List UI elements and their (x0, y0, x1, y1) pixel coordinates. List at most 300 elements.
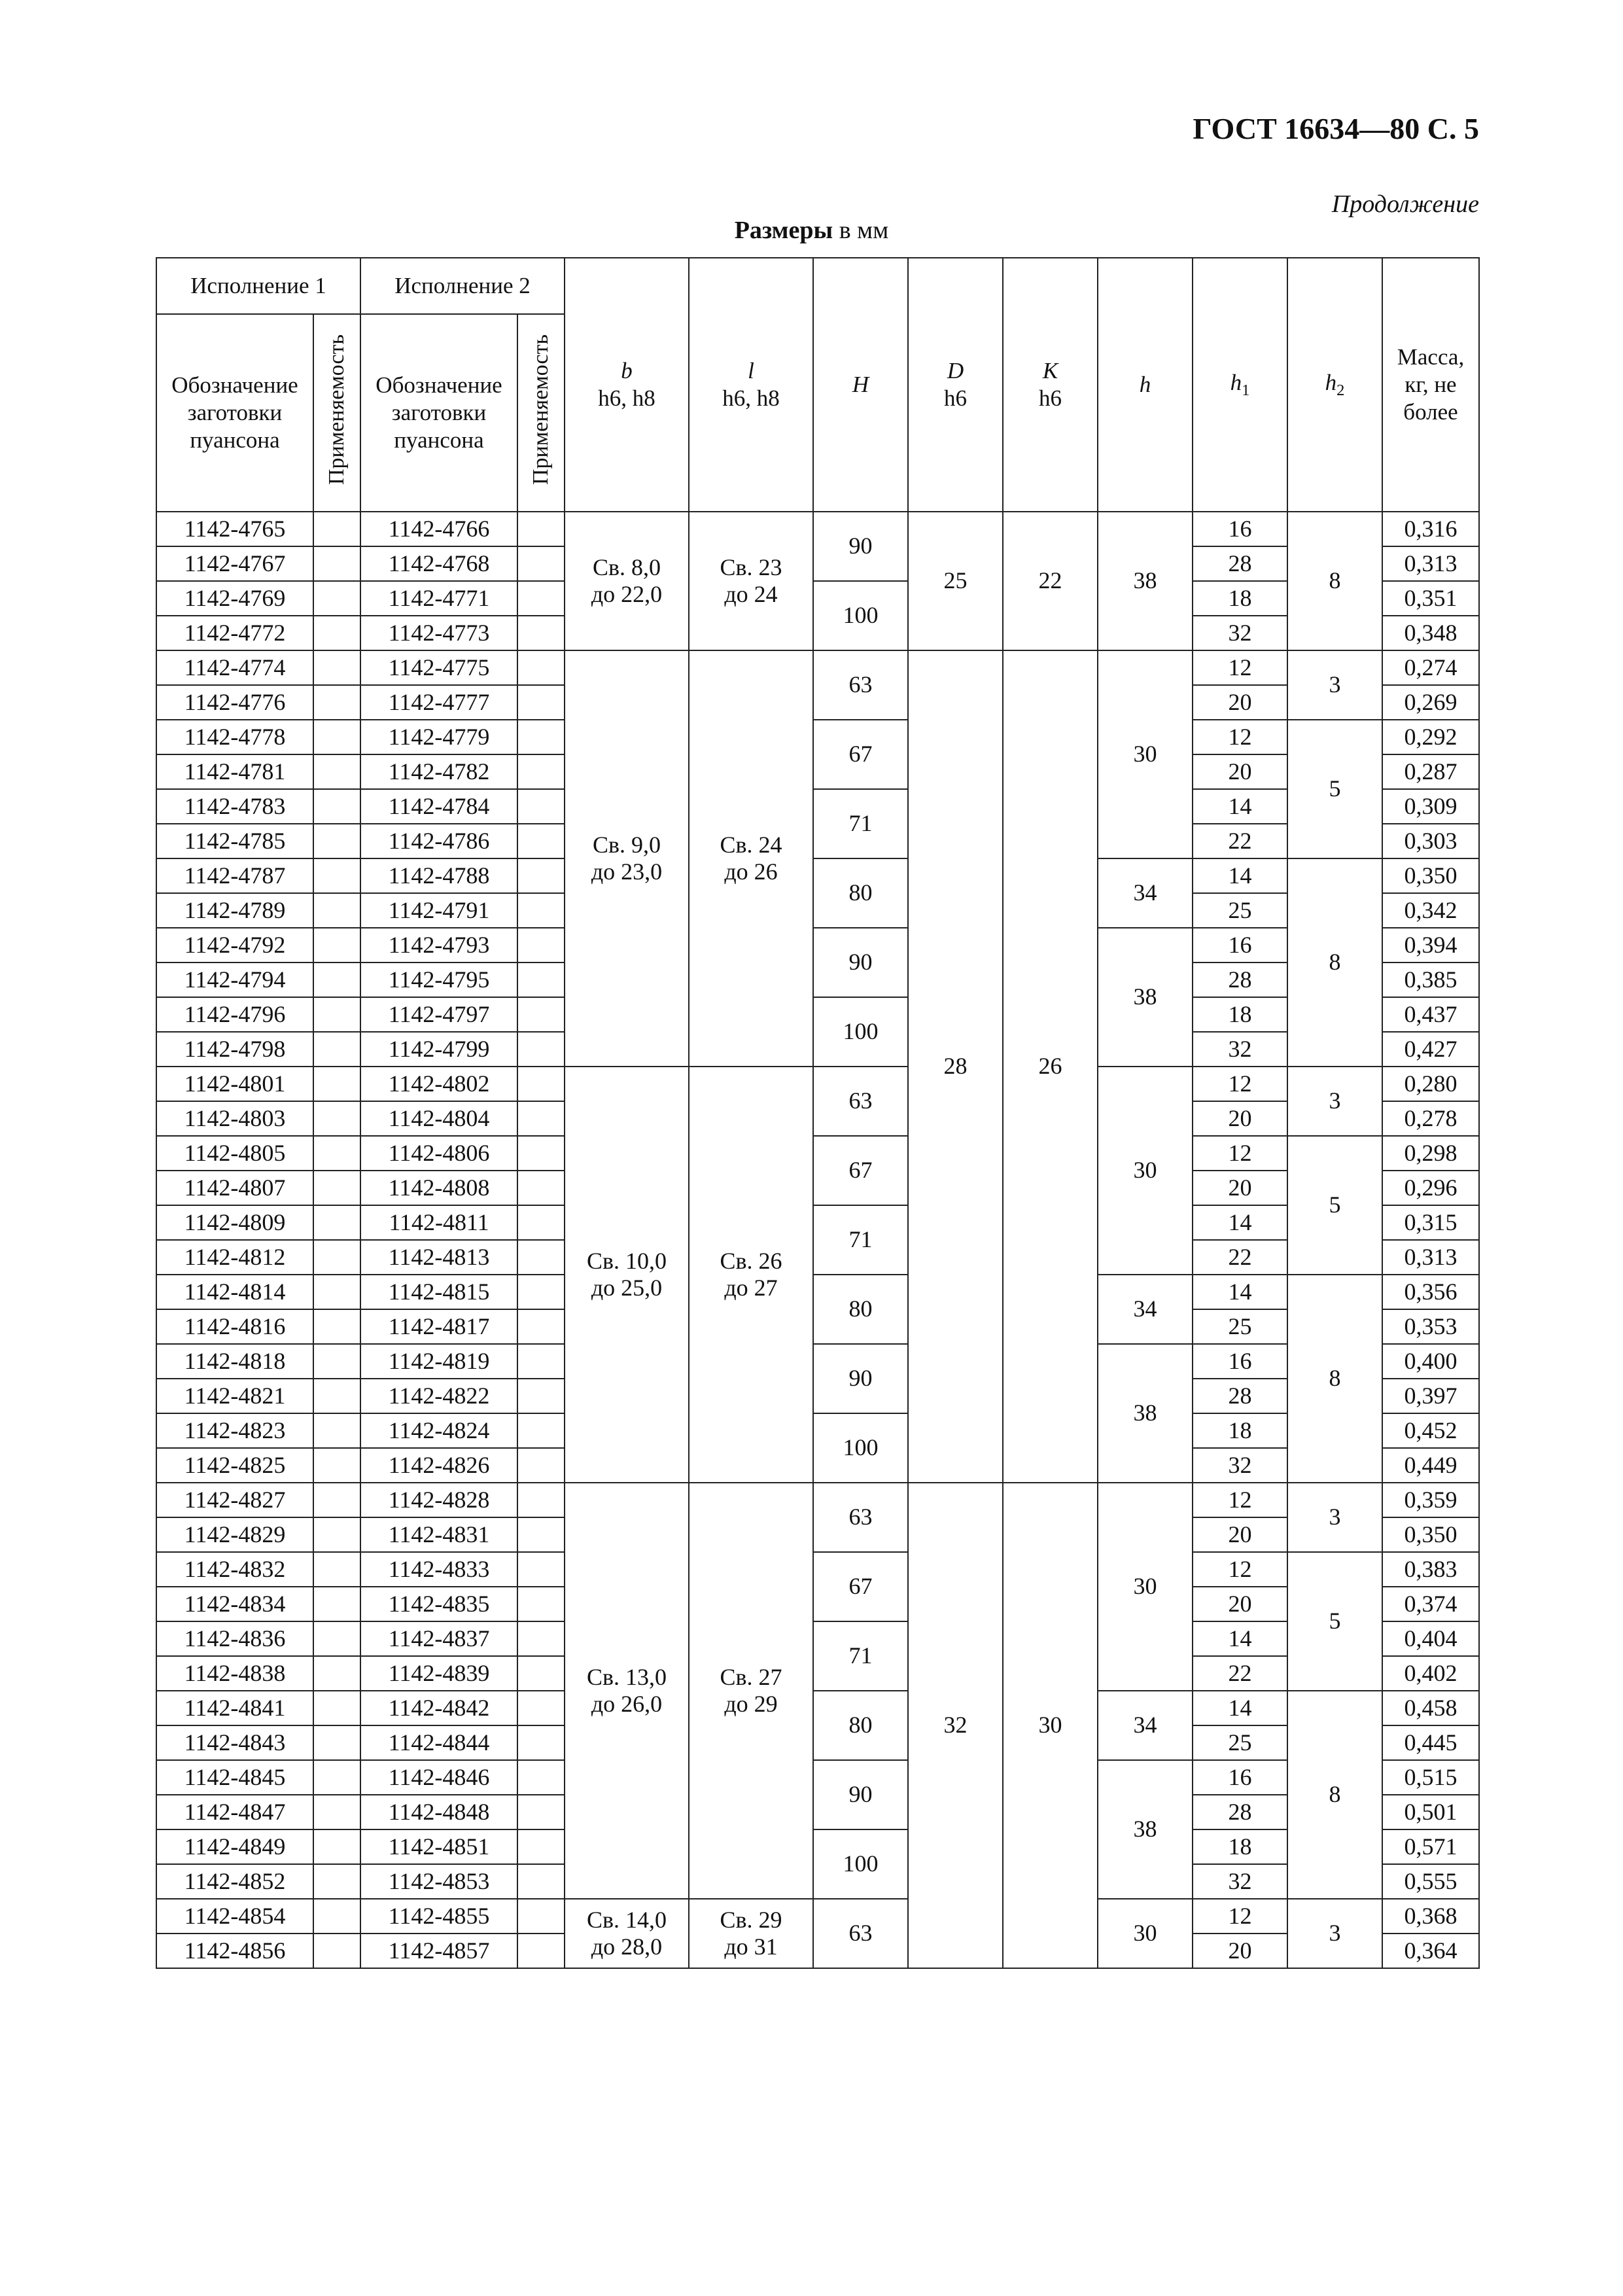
h1-cell: 16 (1193, 1344, 1287, 1379)
h1-cell: 22 (1193, 1240, 1287, 1275)
mass-cell: 0,404 (1382, 1621, 1479, 1656)
header-applicability-1 (313, 314, 360, 512)
designation-2-cell: 1142-4768 (360, 546, 517, 581)
designation-1-cell: 1142-4803 (156, 1101, 313, 1136)
designation-1-cell: 1142-4765 (156, 512, 313, 546)
designation-1-cell: 1142-4841 (156, 1691, 313, 1725)
D-cell: 32 (908, 1483, 1003, 1968)
designation-2-cell: 1142-4806 (360, 1136, 517, 1171)
designation-2-cell: 1142-4826 (360, 1448, 517, 1483)
mass-cell: 0,350 (1382, 858, 1479, 893)
table-row (156, 928, 1479, 963)
designation-1-cell: 1142-4814 (156, 1275, 313, 1309)
H-cell: 100 (813, 581, 908, 650)
l-range-cell (689, 512, 813, 650)
mass-cell: 0,292 (1382, 720, 1479, 754)
l-range-cell (689, 1899, 813, 1968)
applicability-2-cell (517, 1552, 565, 1587)
mass-cell: 0,452 (1382, 1413, 1479, 1448)
designation-1-cell: 1142-4792 (156, 928, 313, 963)
applicability-2-cell (517, 616, 565, 650)
designation-1-cell: 1142-4847 (156, 1795, 313, 1829)
designation-1-cell: 1142-4818 (156, 1344, 313, 1379)
h1-cell: 14 (1193, 1621, 1287, 1656)
designation-1-cell: 1142-4781 (156, 754, 313, 789)
designation-2-cell: 1142-4793 (360, 928, 517, 963)
mass-cell: 0,280 (1382, 1067, 1479, 1101)
designation-1-cell: 1142-4776 (156, 685, 313, 720)
header-applicability-2-text: Применяемость (528, 334, 553, 486)
h1-cell: 22 (1193, 824, 1287, 858)
applicability-2-cell (517, 928, 565, 963)
designation-2-cell: 1142-4804 (360, 1101, 517, 1136)
designation-1-cell: 1142-4805 (156, 1136, 313, 1171)
applicability-1-cell (313, 1829, 360, 1864)
header-h1-symbol: h (1230, 370, 1242, 396)
header-h (1098, 258, 1193, 512)
l-range-from: Св. 23 (720, 554, 782, 580)
table-row (156, 858, 1479, 893)
mass-cell: 0,397 (1382, 1379, 1479, 1413)
designation-1-cell: 1142-4829 (156, 1517, 313, 1552)
l-range-cell (689, 1067, 813, 1483)
b-range-cell (565, 1899, 689, 1968)
applicability-2-cell (517, 1344, 565, 1379)
h1-cell: 32 (1193, 616, 1287, 650)
h1-cell: 12 (1193, 720, 1287, 754)
mass-cell: 0,445 (1382, 1725, 1479, 1760)
header-b-symbol: b (621, 358, 633, 383)
designation-2-cell: 1142-4835 (360, 1587, 517, 1621)
designation-2-cell: 1142-4791 (360, 893, 517, 928)
h1-cell: 20 (1193, 1101, 1287, 1136)
dimensions-table (156, 257, 1480, 1969)
h1-cell: 12 (1193, 1483, 1287, 1517)
applicability-1-cell (313, 1136, 360, 1171)
b-range-from: Св. 13,0 (586, 1663, 667, 1690)
mass-cell: 0,274 (1382, 650, 1479, 685)
table-row (156, 1552, 1479, 1587)
h1-cell: 20 (1193, 1587, 1287, 1621)
applicability-1-cell (313, 1309, 360, 1344)
l-range-cell (689, 650, 813, 1067)
applicability-1-cell (313, 1656, 360, 1691)
designation-2-cell: 1142-4784 (360, 789, 517, 824)
H-cell: 80 (813, 858, 908, 928)
H-cell: 67 (813, 720, 908, 789)
h1-cell: 28 (1193, 963, 1287, 997)
mass-cell: 0,385 (1382, 963, 1479, 997)
mass-cell: 0,313 (1382, 1240, 1479, 1275)
table-row (156, 512, 1479, 546)
H-cell: 67 (813, 1136, 908, 1205)
H-cell: 90 (813, 1344, 908, 1413)
designation-1-cell: 1142-4836 (156, 1621, 313, 1656)
h1-cell: 16 (1193, 928, 1287, 963)
applicability-2-cell (517, 1829, 565, 1864)
applicability-2-cell (517, 1171, 565, 1205)
H-cell: 63 (813, 650, 908, 720)
header-variant-2: Исполнение 2 (360, 258, 565, 314)
designation-1-cell: 1142-4825 (156, 1448, 313, 1483)
applicability-1-cell (313, 1101, 360, 1136)
h1-cell: 25 (1193, 1309, 1287, 1344)
h1-cell: 28 (1193, 1795, 1287, 1829)
h-cell: 38 (1098, 512, 1193, 650)
applicability-2-cell (517, 789, 565, 824)
designation-1-cell: 1142-4856 (156, 1934, 313, 1968)
header-l-tolerance: h6, h8 (722, 385, 780, 411)
designation-2-cell: 1142-4828 (360, 1483, 517, 1517)
h-cell: 38 (1098, 928, 1193, 1067)
mass-cell: 0,313 (1382, 546, 1479, 581)
mass-cell: 0,427 (1382, 1032, 1479, 1067)
table-row (156, 789, 1479, 824)
applicability-2-cell (517, 685, 565, 720)
H-cell: 63 (813, 1067, 908, 1136)
designation-2-cell: 1142-4808 (360, 1171, 517, 1205)
applicability-2-cell (517, 1101, 565, 1136)
table-row (156, 1344, 1479, 1379)
header-h1-subscript: 1 (1242, 381, 1250, 400)
l-range-cell (689, 1483, 813, 1899)
applicability-2-cell (517, 1448, 565, 1483)
applicability-1-cell (313, 1240, 360, 1275)
l-range-to: до 26 (724, 858, 778, 885)
h1-cell: 18 (1193, 1413, 1287, 1448)
h1-cell: 20 (1193, 1934, 1287, 1968)
header-l (689, 258, 813, 512)
designation-2-cell: 1142-4839 (360, 1656, 517, 1691)
applicability-1-cell (313, 1760, 360, 1795)
header-designation-2-line3: пуансона (394, 427, 484, 453)
b-range-cell (565, 650, 689, 1067)
mass-cell: 0,348 (1382, 616, 1479, 650)
applicability-2-cell (517, 1032, 565, 1067)
H-cell: 67 (813, 1552, 908, 1621)
h1-cell: 18 (1193, 1829, 1287, 1864)
mass-cell: 0,351 (1382, 581, 1479, 616)
mass-cell: 0,402 (1382, 1656, 1479, 1691)
designation-1-cell: 1142-4812 (156, 1240, 313, 1275)
designation-1-cell: 1142-4816 (156, 1309, 313, 1344)
mass-cell: 0,571 (1382, 1829, 1479, 1864)
applicability-1-cell (313, 963, 360, 997)
applicability-2-cell (517, 1587, 565, 1621)
h1-cell: 14 (1193, 1691, 1287, 1725)
designation-1-cell: 1142-4827 (156, 1483, 313, 1517)
h1-cell: 16 (1193, 512, 1287, 546)
applicability-1-cell (313, 858, 360, 893)
b-range-from: Св. 10,0 (586, 1247, 667, 1274)
designation-2-cell: 1142-4782 (360, 754, 517, 789)
header-K-symbol: K (1042, 358, 1058, 383)
h-cell: 34 (1098, 1691, 1193, 1760)
applicability-2-cell (517, 858, 565, 893)
applicability-2-cell (517, 754, 565, 789)
applicability-2-cell (517, 1934, 565, 1968)
header-h2-subscript: 2 (1336, 381, 1345, 400)
applicability-1-cell (313, 1205, 360, 1240)
b-range-from: Св. 8,0 (592, 554, 661, 580)
applicability-1-cell (313, 616, 360, 650)
header-K (1003, 258, 1098, 512)
H-cell: 80 (813, 1275, 908, 1344)
header-designation-1-line3: пуансона (190, 427, 280, 453)
h2-cell: 8 (1287, 512, 1382, 650)
header-H (813, 258, 908, 512)
mass-cell: 0,359 (1382, 1483, 1479, 1517)
b-range-cell (565, 1067, 689, 1483)
designation-2-cell: 1142-4779 (360, 720, 517, 754)
h2-cell: 5 (1287, 1136, 1382, 1275)
h1-cell: 14 (1193, 1275, 1287, 1309)
designation-2-cell: 1142-4837 (360, 1621, 517, 1656)
mass-cell: 0,458 (1382, 1691, 1479, 1725)
designation-1-cell: 1142-4796 (156, 997, 313, 1032)
applicability-1-cell (313, 1795, 360, 1829)
header-mass (1382, 258, 1479, 512)
b-range-cell (565, 512, 689, 650)
applicability-2-cell (517, 1309, 565, 1344)
applicability-2-cell (517, 893, 565, 928)
h2-cell: 3 (1287, 1483, 1382, 1552)
mass-cell: 0,350 (1382, 1517, 1479, 1552)
h-cell: 30 (1098, 1483, 1193, 1691)
designation-1-cell: 1142-4843 (156, 1725, 313, 1760)
header-b-tolerance: h6, h8 (598, 385, 655, 411)
mass-cell: 0,298 (1382, 1136, 1479, 1171)
mass-cell: 0,383 (1382, 1552, 1479, 1587)
designation-2-cell: 1142-4853 (360, 1864, 517, 1899)
applicability-2-cell (517, 1379, 565, 1413)
applicability-2-cell (517, 963, 565, 997)
designation-2-cell: 1142-4824 (360, 1413, 517, 1448)
mass-cell: 0,303 (1382, 824, 1479, 858)
applicability-1-cell (313, 1344, 360, 1379)
h1-cell: 18 (1193, 997, 1287, 1032)
header-D (908, 258, 1003, 512)
designation-1-cell: 1142-4807 (156, 1171, 313, 1205)
H-cell: 71 (813, 1205, 908, 1275)
applicability-2-cell (517, 650, 565, 685)
h1-cell: 32 (1193, 1032, 1287, 1067)
applicability-2-cell (517, 512, 565, 546)
designation-1-cell: 1142-4794 (156, 963, 313, 997)
designation-2-cell: 1142-4855 (360, 1899, 517, 1934)
h1-cell: 14 (1193, 858, 1287, 893)
designation-1-cell: 1142-4772 (156, 616, 313, 650)
H-cell: 90 (813, 1760, 908, 1829)
applicability-1-cell (313, 1483, 360, 1517)
h1-cell: 28 (1193, 546, 1287, 581)
h-cell: 38 (1098, 1760, 1193, 1899)
mass-cell: 0,368 (1382, 1899, 1479, 1934)
designation-2-cell: 1142-4831 (360, 1517, 517, 1552)
designation-2-cell: 1142-4777 (360, 685, 517, 720)
mass-cell: 0,449 (1382, 1448, 1479, 1483)
header-mass-line3: более (1403, 399, 1458, 425)
h2-cell: 8 (1287, 858, 1382, 1067)
mass-cell: 0,374 (1382, 1587, 1479, 1621)
h2-cell: 5 (1287, 1552, 1382, 1691)
table-row (156, 1483, 1479, 1517)
applicability-2-cell (517, 1621, 565, 1656)
designation-2-cell: 1142-4857 (360, 1934, 517, 1968)
applicability-2-cell (517, 1864, 565, 1899)
applicability-1-cell (313, 1552, 360, 1587)
header-h2-symbol: h (1325, 370, 1337, 396)
header-D-tolerance: h6 (944, 385, 967, 411)
header-D-symbol: D (947, 358, 964, 383)
H-cell: 63 (813, 1899, 908, 1968)
units-caption-rest: в мм (833, 217, 889, 244)
table-row (156, 1691, 1479, 1725)
designation-2-cell: 1142-4773 (360, 616, 517, 650)
h1-cell: 28 (1193, 1379, 1287, 1413)
H-cell: 80 (813, 1691, 908, 1760)
h1-cell: 14 (1193, 1205, 1287, 1240)
applicability-2-cell (517, 546, 565, 581)
designation-2-cell: 1142-4842 (360, 1691, 517, 1725)
applicability-1-cell (313, 1448, 360, 1483)
applicability-1-cell (313, 1413, 360, 1448)
header-b (565, 258, 689, 512)
designation-2-cell: 1142-4844 (360, 1725, 517, 1760)
header-h2 (1287, 258, 1382, 512)
mass-cell: 0,287 (1382, 754, 1479, 789)
mass-cell: 0,501 (1382, 1795, 1479, 1829)
mass-cell: 0,309 (1382, 789, 1479, 824)
table-row (156, 1067, 1479, 1101)
header-mass-line1: Масса, (1397, 344, 1465, 370)
applicability-1-cell (313, 789, 360, 824)
designation-1-cell: 1142-4789 (156, 893, 313, 928)
designation-1-cell: 1142-4769 (156, 581, 313, 616)
table-row (156, 997, 1479, 1032)
table-row (156, 650, 1479, 685)
applicability-1-cell (313, 1691, 360, 1725)
applicability-1-cell (313, 1275, 360, 1309)
applicability-1-cell (313, 1934, 360, 1968)
header-applicability-1-text: Применяемость (324, 334, 349, 486)
designation-2-cell: 1142-4811 (360, 1205, 517, 1240)
designation-1-cell: 1142-4852 (156, 1864, 313, 1899)
applicability-2-cell (517, 1760, 565, 1795)
applicability-1-cell (313, 1864, 360, 1899)
applicability-1-cell (313, 512, 360, 546)
applicability-2-cell (517, 1656, 565, 1691)
applicability-2-cell (517, 581, 565, 616)
applicability-1-cell (313, 650, 360, 685)
h2-cell: 3 (1287, 1067, 1382, 1136)
h-cell: 30 (1098, 650, 1193, 858)
designation-2-cell: 1142-4799 (360, 1032, 517, 1067)
applicability-2-cell (517, 720, 565, 754)
designation-2-cell: 1142-4822 (360, 1379, 517, 1413)
mass-cell: 0,342 (1382, 893, 1479, 928)
mass-cell: 0,356 (1382, 1275, 1479, 1309)
h2-cell: 8 (1287, 1275, 1382, 1483)
designation-2-cell: 1142-4833 (360, 1552, 517, 1587)
h-cell: 38 (1098, 1344, 1193, 1483)
applicability-2-cell (517, 1136, 565, 1171)
b-range-from: Св. 9,0 (592, 831, 661, 858)
applicability-2-cell (517, 1691, 565, 1725)
mass-cell: 0,315 (1382, 1205, 1479, 1240)
applicability-1-cell (313, 754, 360, 789)
designation-1-cell: 1142-4783 (156, 789, 313, 824)
applicability-2-cell (517, 997, 565, 1032)
designation-2-cell: 1142-4771 (360, 581, 517, 616)
table-row (156, 1413, 1479, 1448)
units-caption-bold: Размеры (734, 217, 833, 244)
H-cell: 100 (813, 997, 908, 1067)
table-row (156, 1136, 1479, 1171)
H-cell: 100 (813, 1413, 908, 1483)
applicability-1-cell (313, 1725, 360, 1760)
designation-1-cell: 1142-4787 (156, 858, 313, 893)
H-cell: 90 (813, 512, 908, 581)
applicability-2-cell (517, 824, 565, 858)
designation-1-cell: 1142-4798 (156, 1032, 313, 1067)
h1-cell: 20 (1193, 1517, 1287, 1552)
designation-1-cell: 1142-4854 (156, 1899, 313, 1934)
table-row (156, 1829, 1479, 1864)
applicability-2-cell (517, 1795, 565, 1829)
mass-cell: 0,278 (1382, 1101, 1479, 1136)
table-row (156, 1205, 1479, 1240)
mass-cell: 0,316 (1382, 512, 1479, 546)
K-cell: 26 (1003, 650, 1098, 1483)
h1-cell: 14 (1193, 789, 1287, 824)
b-range-to: до 22,0 (591, 581, 663, 607)
designation-2-cell: 1142-4775 (360, 650, 517, 685)
mass-cell: 0,437 (1382, 997, 1479, 1032)
designation-1-cell: 1142-4845 (156, 1760, 313, 1795)
h1-cell: 25 (1193, 893, 1287, 928)
h-cell: 30 (1098, 1067, 1193, 1275)
table-row (156, 720, 1479, 754)
designation-1-cell: 1142-4809 (156, 1205, 313, 1240)
l-range-to: до 24 (724, 581, 778, 607)
applicability-2-cell (517, 1240, 565, 1275)
table-row (156, 1760, 1479, 1795)
h1-cell: 22 (1193, 1656, 1287, 1691)
applicability-1-cell (313, 928, 360, 963)
header-designation-2-line1: Обозначение (375, 372, 502, 398)
applicability-2-cell (517, 1483, 565, 1517)
b-range-to: до 28,0 (591, 1934, 663, 1960)
h1-cell: 20 (1193, 1171, 1287, 1205)
applicability-1-cell (313, 685, 360, 720)
applicability-1-cell (313, 1067, 360, 1101)
applicability-1-cell (313, 1517, 360, 1552)
h-cell: 34 (1098, 858, 1193, 928)
designation-2-cell: 1142-4813 (360, 1240, 517, 1275)
table-row (156, 1899, 1479, 1934)
H-cell: 100 (813, 1829, 908, 1899)
applicability-1-cell (313, 1587, 360, 1621)
applicability-2-cell (517, 1725, 565, 1760)
applicability-1-cell (313, 546, 360, 581)
applicability-1-cell (313, 1621, 360, 1656)
l-range-from: Св. 29 (720, 1906, 782, 1933)
b-range-to: до 26,0 (591, 1691, 663, 1717)
header-mass-line2: кг, не (1405, 372, 1457, 397)
applicability-1-cell (313, 720, 360, 754)
mass-cell: 0,364 (1382, 1934, 1479, 1968)
